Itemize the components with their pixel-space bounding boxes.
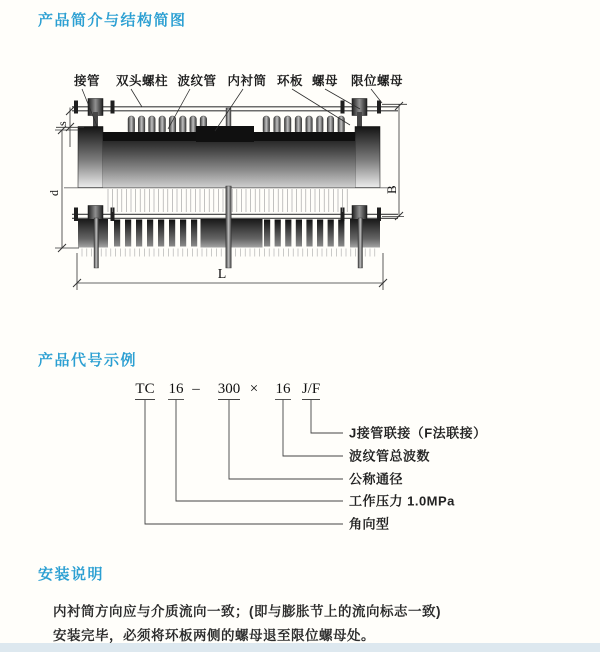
annotation-nominal-diameter: 公称通径 xyxy=(349,471,404,487)
dimension-B xyxy=(382,104,407,217)
label-ring-plate: 环板 xyxy=(276,74,304,88)
label-pipe-end: 接管 xyxy=(73,74,101,88)
section-title-install: 安装说明 xyxy=(38,566,105,583)
install-instruction-line-2: 安装完毕，必须将环板两侧的螺母退至限位螺母处。 xyxy=(53,628,375,643)
product-code xyxy=(135,381,320,397)
annotation-working-pressure: 工作压力 1.0MPa xyxy=(349,493,455,509)
dim-label-L: L xyxy=(217,267,227,282)
label-inner-liner: 内衬筒 xyxy=(227,74,267,88)
product-code-figure xyxy=(100,375,530,535)
label-bellows: 波纹管 xyxy=(177,74,217,88)
inner-liner-band xyxy=(196,126,254,142)
code-connectors xyxy=(135,400,343,525)
code-seg-type: TC xyxy=(135,381,155,397)
install-instruction-line-1: 内衬筒方向应与介质流向一致；(即与膨胀节上的流向标志一致) xyxy=(53,604,441,619)
pipe-end-left xyxy=(78,127,103,188)
label-nut: 螺母 xyxy=(311,74,339,88)
tie-rod-top xyxy=(72,107,398,111)
annotation-angular-type: 角向型 xyxy=(349,516,390,532)
dim-label-B: B xyxy=(384,185,399,194)
label-limit-nut: 限位螺母 xyxy=(350,74,404,88)
dim-label-d: d xyxy=(47,190,61,196)
dim-label-s: s xyxy=(55,121,69,126)
code-seg-pressure: 16 xyxy=(168,381,184,397)
section-title-intro: 产品简介与结构简图 xyxy=(38,12,187,29)
annotation-wave-count: 波纹管总波数 xyxy=(349,448,431,464)
tie-rod-bottom xyxy=(72,214,398,218)
code-seg-conn: J/F xyxy=(301,381,321,397)
joint-body xyxy=(64,126,394,188)
code-seg-times: × xyxy=(249,381,259,397)
code-annotations xyxy=(349,426,487,532)
structure-diagram xyxy=(40,60,470,295)
dimension-d xyxy=(47,130,79,248)
code-seg-diameter: 300 xyxy=(217,381,241,397)
label-stud-bolt: 双头螺柱 xyxy=(115,74,169,88)
annotation-connection: J接管联接（F法联接） xyxy=(349,425,487,441)
page-footer-strip xyxy=(0,643,600,652)
code-seg-dash: – xyxy=(192,381,200,397)
part-labels xyxy=(73,73,403,88)
code-seg-waves: 16 xyxy=(275,381,291,397)
pipe-end-right xyxy=(355,127,380,188)
leader-lines xyxy=(82,89,382,131)
section-title-code: 产品代号示例 xyxy=(38,352,138,369)
